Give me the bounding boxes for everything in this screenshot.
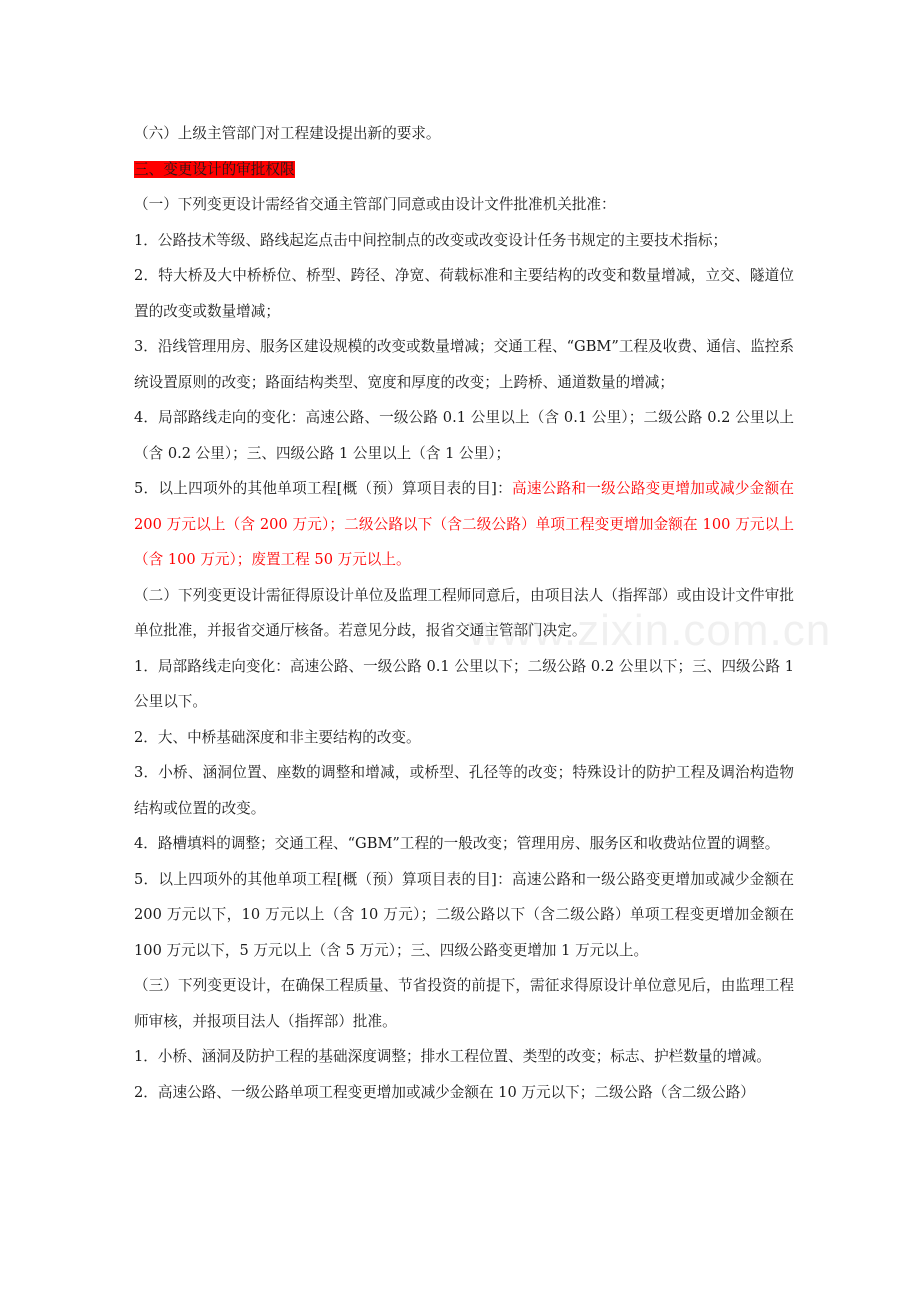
paragraph: 3．沿线管理用房、服务区建设规模的改变或数量增减；交通工程、“GBM”工程及收费、通信、监控系统设置原则的改变；路面结构类型、宽度和厚度的改变；上跨桥、通道数量的增减； — [134, 338, 794, 391]
paragraph-mixed — [134, 471, 794, 578]
paragraph: 4．局部路线走向的变化：高速公路、一级公路 0.1 公里以上（含 0.1 公里）；二级公路 0.2 公里以上（含 0.2 公里）；三、四级公路 1 公里以上（含 1 公里）； — [134, 409, 794, 462]
section-heading — [134, 152, 794, 188]
paragraph: 5．以上四项外的其他单项工程[概（预）算项目表的目]：高速公路和一级公路变更增加或减少金额在 200 万元以下，10 万元以上（含 10 万元）；二级公路以下（含二级公路）单项工程变更增加金额在 100 万元以下，5 万元以上（含 5 万元）；三、四级公路变更增加 1 万元以上。 — [134, 870, 794, 959]
paragraph-prefix: 5．以上四项外的其他单项工程[概（预）算项目表的目]： — [134, 480, 512, 497]
paragraph: 2．特大桥及大中桥桥位、桥型、跨径、净宽、荷载标准和主要结构的改变和数量增减，立交、隧道位置的改变或数量增减； — [134, 267, 794, 320]
red-emphasis-text: 高速公路和一级公路变更增加或减少金额在 200 万元以上（含 200 万元）；二级公路以下（含二级公路）单项工程变更增加金额在 100 万元以上（含 100 万元）；废置工程 50 万元以上。 — [134, 480, 794, 568]
paragraph: （六）上级主管部门对工程建设提出新的要求。 — [134, 125, 441, 142]
paragraph: 1．小桥、涵洞及防护工程的基础深度调整；排水工程位置、类型的改变；标志、护栏数量的增减。 — [134, 1048, 771, 1065]
paragraph: （一）下列变更设计需经省交通主管部门同意或由设计文件批准机关批准： — [134, 196, 616, 213]
paragraph: 3．小桥、涵洞位置、座数的调整和增减，或桥型、孔径等的改变；特殊设计的防护工程及调治构造物结构或位置的改变。 — [134, 764, 794, 817]
highlighted-heading: 三、变更设计的审批权限 — [134, 160, 295, 178]
paragraph: 2．大、中桥基础深度和非主要结构的改变。 — [134, 728, 421, 746]
paragraph: 4．路槽填料的调整；交通工程、“GBM”工程的一般改变；管理用房、服务区和收费站位置的调整。 — [134, 835, 780, 852]
document-body — [134, 116, 794, 1110]
paragraph: （三）下列变更设计，在确保工程质量、节省投资的前提下，需征求得原设计单位意见后，由监理工程师审核，并报项目法人（指挥部）批准。 — [134, 977, 794, 1030]
paragraph: 1．公路技术等级、路线起迄点击中间控制点的改变或改变设计任务书规定的主要技术指标； — [134, 231, 728, 249]
paragraph: 2．高速公路、一级公路单项工程变更增加或减少金额在 10 万元以下；二级公路（含二级公路） — [134, 1083, 755, 1101]
watermark: www.zixin.com.cn — [468, 606, 832, 655]
paragraph: （二）下列变更设计需征得原设计单位及监理工程师同意后，由项目法人（指挥部）或由设计文件审批单位批准，并报省交通厅核备。若意见分歧，报省交通主管部门决定。 — [134, 586, 794, 639]
paragraph: 1．局部路线走向变化：高速公路、一级公路 0.1 公里以下；二级公路 0.2 公里以下；三、四级公路 1 公里以下。 — [134, 657, 794, 710]
